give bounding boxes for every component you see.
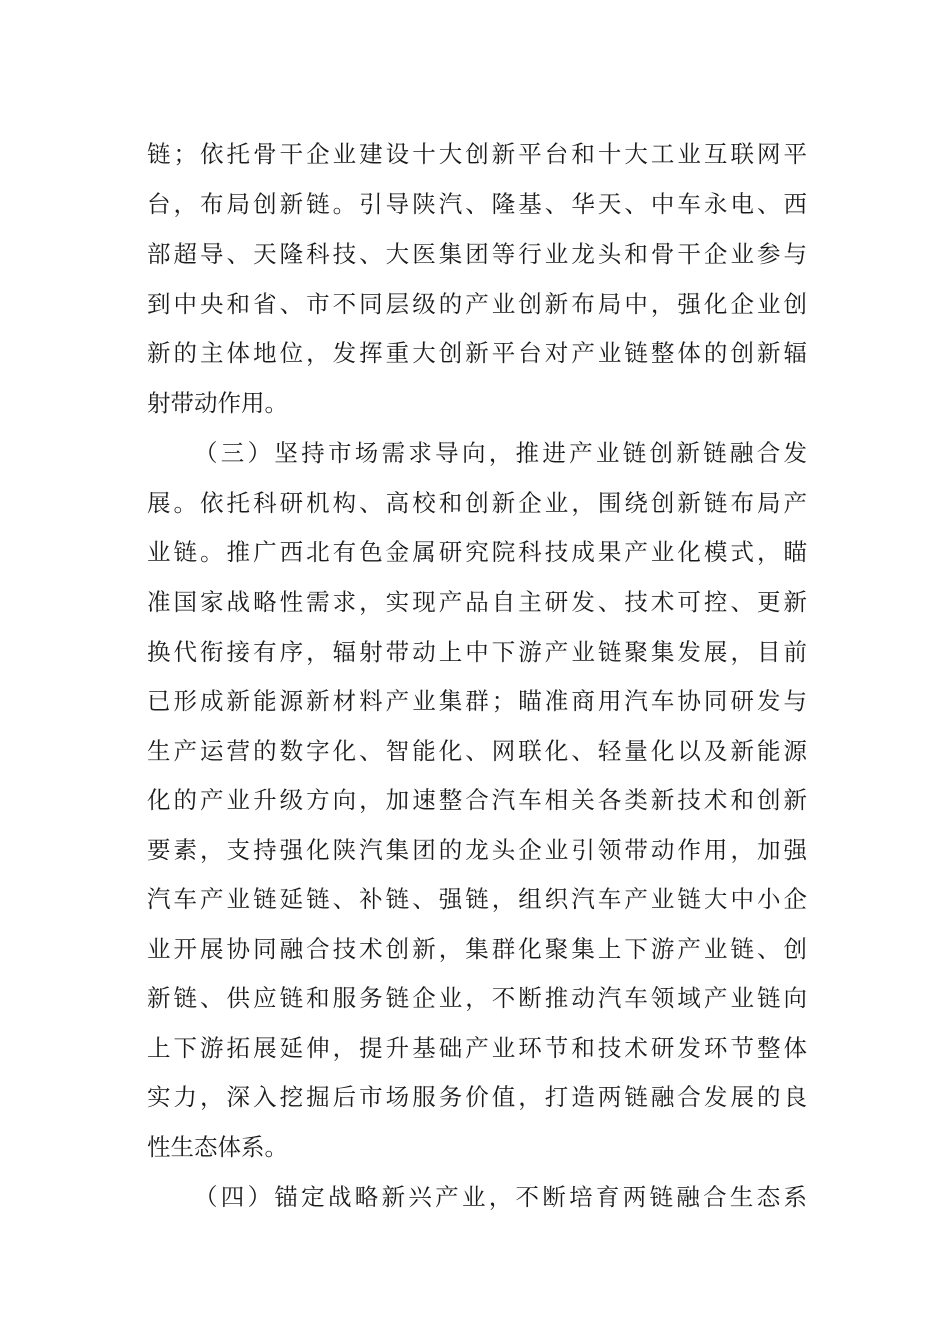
text-line: 实力，深入挖掘后市场服务价值，打造两链融合发展的良 bbox=[147, 1083, 807, 1111]
text-line: 准国家战略性需求，实现产品自主研发、技术可控、更新 bbox=[147, 588, 807, 616]
text-line: 换代衔接有序，辐射带动上中下游产业链聚集发展，目前 bbox=[147, 638, 807, 666]
text-line: 汽车产业链延链、补链、强链，组织汽车产业链大中小企 bbox=[147, 885, 807, 913]
text-line: 业开展协同融合技术创新，集群化聚集上下游产业链、创 bbox=[147, 935, 807, 963]
text-line: 部超导、天隆科技、大医集团等行业龙头和骨干企业参与 bbox=[147, 240, 807, 268]
text-line: 要素，支持强化陕汽集团的龙头企业引领带动作用，加强 bbox=[147, 836, 807, 864]
text-line: 新链、供应链和服务链企业，不断推动汽车领域产业链向 bbox=[147, 984, 807, 1012]
text-line: 业链。推广西北有色金属研究院科技成果产业化模式，瞄 bbox=[147, 538, 807, 566]
text-line: 化的产业升级方向，加速整合汽车相关各类新技术和创新 bbox=[147, 786, 807, 814]
text-line: 已形成新能源新材料产业集群；瞄准商用汽车协同研发与 bbox=[147, 687, 807, 715]
text-line: 展。依托科研机构、高校和创新企业，围绕创新链布局产 bbox=[147, 489, 807, 517]
text-line: 到中央和省、市不同层级的产业创新布局中，强化企业创 bbox=[147, 290, 807, 318]
text-line: 性生态体系。 bbox=[147, 1133, 288, 1161]
text-line: 生产运营的数字化、智能化、网联化、轻量化以及新能源 bbox=[147, 737, 807, 765]
text-line: 台，布局创新链。引导陕汽、隆基、华天、中车永电、西 bbox=[147, 190, 807, 218]
section-heading-4: （四）锚定战略新兴产业，不断培育两链融合生态系 bbox=[194, 1183, 807, 1211]
text-line: 射带动作用。 bbox=[147, 389, 288, 417]
text-line: 上下游拓展延伸，提升基础产业环节和技术研发环节整体 bbox=[147, 1034, 807, 1062]
text-line: 新的主体地位，发挥重大创新平台对产业链整体的创新辐 bbox=[147, 339, 807, 367]
text-line: 链；依托骨干企业建设十大创新平台和十大工业互联网平 bbox=[147, 140, 807, 168]
section-heading-3: （三）坚持市场需求导向，推进产业链创新链融合发 bbox=[194, 439, 807, 467]
